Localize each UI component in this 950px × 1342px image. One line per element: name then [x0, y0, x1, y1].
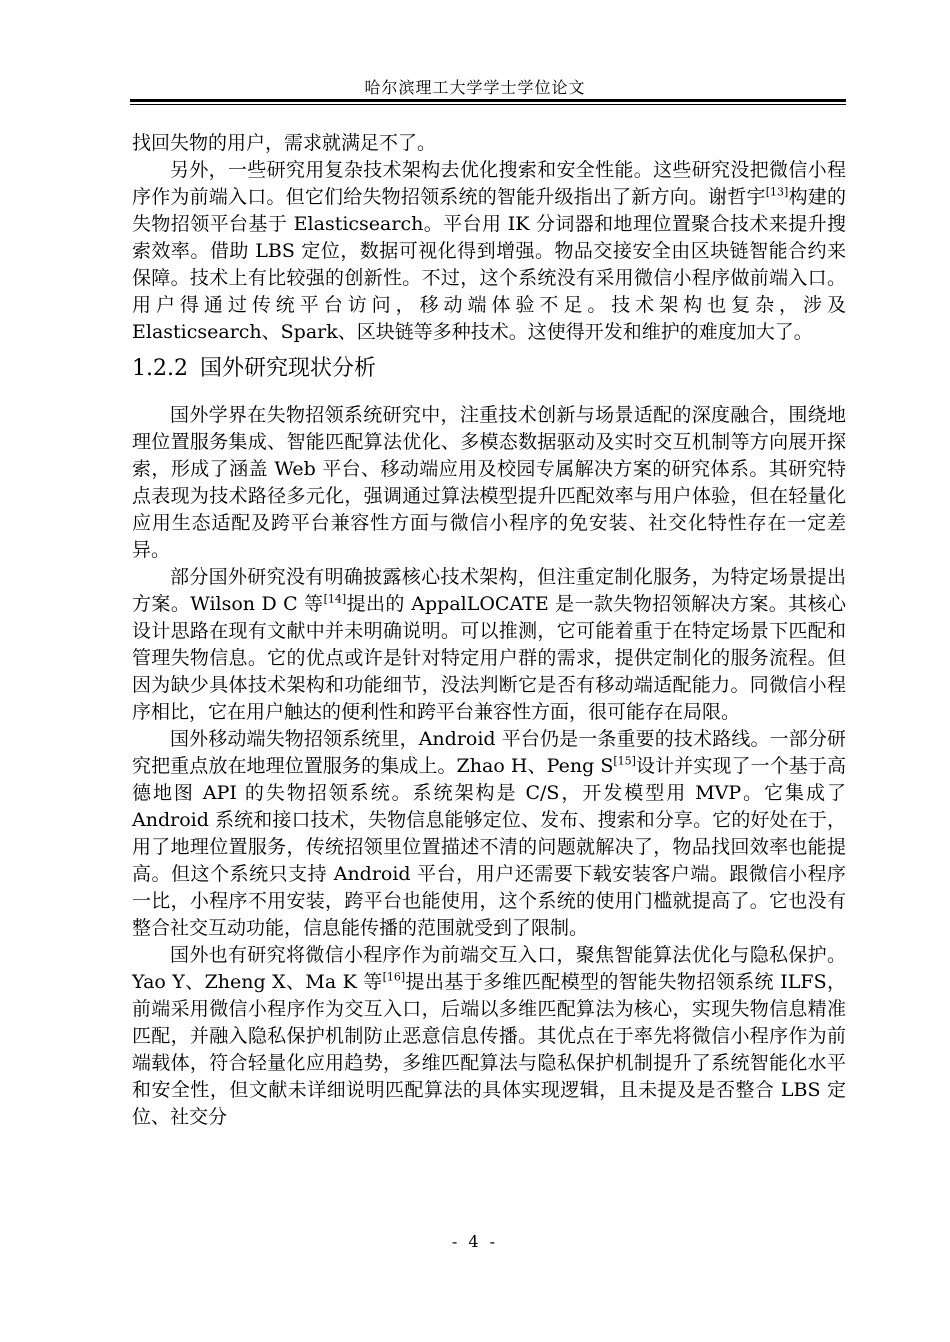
paragraph-text: 设计并实现了一个基于高德地图 API 的失物招领系统。系统架构是 C/S，开发模型用 MVP。它集成了 Android 系统和接口技术，失物信息能够定位、发布、搜索和分享。它的好处在于，用了地理位置服务，传统招领里位置描述不清的问题就解决了，物品找回效率也能提高。但这个系统只支持 Android 平台，用户还需要下载安装客户端。跟微信小程序一比，小程序不用安装，跨平台也能使用，这个系统的使用门槛就提高了。它也没有整合社交互动功能，信息能传播的范围就受到了限制。 — [132, 755, 846, 939]
paragraph-text: 国外也有研究将微信小程序作为前端交互入口，聚焦智能算法优化与隐私保护。Yao Y、Zheng X、Ma K 等 — [132, 944, 846, 993]
paragraph — [132, 942, 846, 1131]
citation-ref: [16] — [382, 970, 406, 984]
section-title: 国外研究现状分析 — [199, 356, 376, 381]
paragraph-text: 构建的失物招领平台基于 Elasticsearch。平台用 IK 分词器和地理位置聚合技术来提升搜索效率。借助 LBS 定位，数据可视化得到增强。物品交接安全由区块链智能合约来保障。技术上有比较强的创新性。不过，这个系统没有采用微信小程序做前端入口。用户得通过传统平台访问，移动端体验不足。技术架构也复杂，涉及 Elasticsearch、Spark、区块链等多种技术。这使得开发和维护的难度加大了。 — [132, 186, 846, 343]
paragraph-text: 提出的 AppalLOCATE 是一款失物招领解决方案。其核心设计思路在现有文献中并未明确说明。可以推测，它可能着重于在特定场景下匹配和管理失物信息。它的优点或许是针对特定用户群的需求，提供定制化的服务流程。但因为缺少具体技术架构和功能细节，没法判断它是否有移动端适配能力。同微信小程序相比，它在用户触达的便利性和跨平台兼容性方面，很可能存在局限。 — [132, 593, 846, 723]
paragraph — [132, 726, 846, 942]
citation-ref: [15] — [613, 754, 636, 768]
page-number: - 4 - — [451, 1232, 499, 1251]
paragraph-text: 国外移动端失物招领系统里，Android 平台仍是一条重要的技术路线。一部分研究把重点放在地理位置服务的集成上。Zhao H、Peng S — [132, 728, 846, 777]
section-heading — [132, 354, 846, 384]
paragraph-text: 国外学界在失物招领系统研究中，注重技术创新与场景适配的深度融合，围绕地理位置服务集成、智能匹配算法优化、多模态数据驱动及实时交互机制等方向展开探索，形成了涵盖 Web 平台、移动端应用及校园专属解决方案的研究体系。其研究特点表现为技术路径多元化，强调通过算法模型提升匹配效率与用户体验，但在轻量化应用生态适配及跨平台兼容性方面与微信小程序的免安装、社交化特性存在一定差异。 — [132, 404, 846, 561]
citation-ref: [14] — [323, 592, 347, 606]
page-body — [132, 130, 846, 1131]
section-number: 1.2.2 — [132, 356, 188, 381]
header-rule-thick — [130, 99, 846, 102]
paragraph — [132, 402, 846, 564]
paragraph-text: 另外，一些研究用复杂技术架构去优化搜索和安全性能。这些研究没把微信小程序作为前端入口。但它们给失物招领系统的智能升级指出了新方向。谢哲宇 — [132, 159, 846, 208]
paragraph — [132, 157, 846, 346]
header-rule-thin — [130, 104, 846, 105]
header-title: 哈尔滨理工大学学士学位论文 — [364, 78, 586, 97]
paragraph: 找回失物的用户，需求就满足不了。 — [132, 132, 437, 154]
paragraph — [132, 564, 846, 726]
paragraph-text: 部分国外研究没有明确披露核心技术架构，但注重定制化服务，为特定场景提出方案。Wilson D C 等 — [132, 566, 846, 615]
paragraph-text: 提出基于多维匹配模型的智能失物招领系统 ILFS，前端采用微信小程序作为交互入口，后端以多维匹配算法为核心，实现失物信息精准匹配，并融入隐私保护机制防止恶意信息传播。其优点在于率先将微信小程序作为前端载体，符合轻量化应用趋势，多维匹配算法与隐私保护机制提升了系统智能化水平和安全性，但文献未详细说明匹配算法的具体实现逻辑，且未提及是否整合 LBS 定位、社交分 — [132, 971, 846, 1128]
citation-ref: [13] — [765, 185, 789, 199]
